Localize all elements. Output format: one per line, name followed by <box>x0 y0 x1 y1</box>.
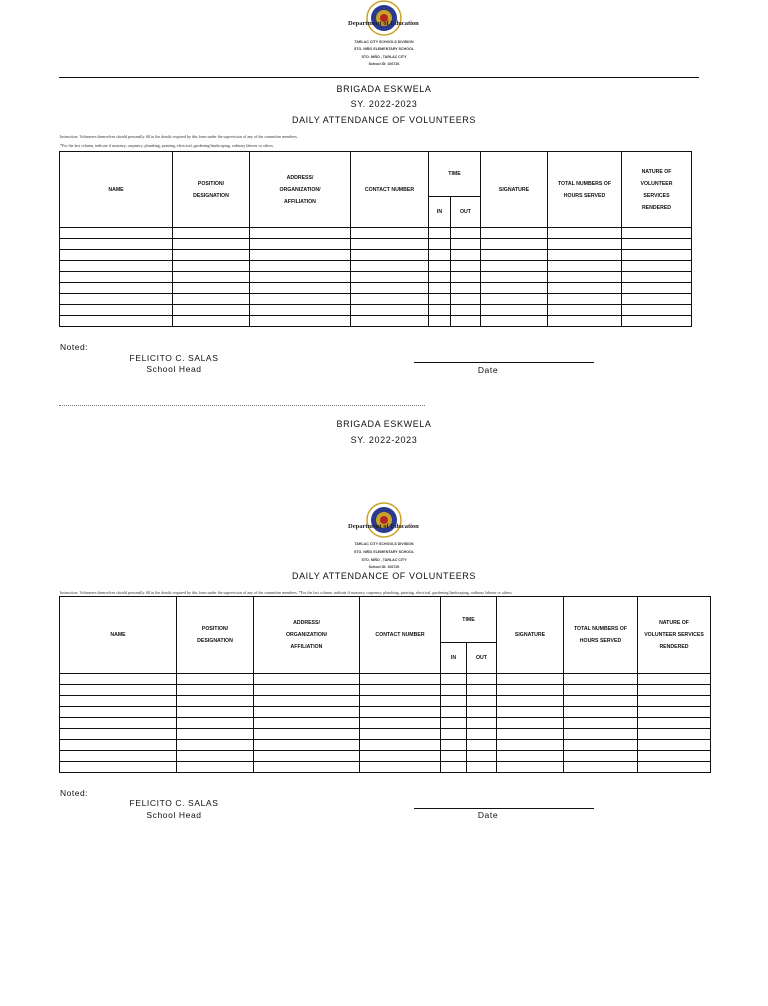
table-cell[interactable] <box>173 228 250 239</box>
table-cell[interactable] <box>351 261 429 272</box>
table-cell[interactable] <box>173 239 250 250</box>
table-cell[interactable] <box>351 228 429 239</box>
table-cell[interactable] <box>467 740 497 751</box>
table-cell[interactable] <box>173 250 250 261</box>
table-cell[interactable] <box>60 283 173 294</box>
table-cell[interactable] <box>451 261 481 272</box>
table-cell[interactable] <box>564 740 638 751</box>
table-row <box>60 228 692 239</box>
table-cell[interactable] <box>548 316 622 327</box>
table-cell[interactable] <box>254 762 360 773</box>
date-signature-line <box>414 808 594 809</box>
table-cell[interactable] <box>548 283 622 294</box>
table-cell[interactable] <box>60 674 177 685</box>
table-cell[interactable] <box>254 729 360 740</box>
table-cell[interactable] <box>429 250 451 261</box>
table-cell[interactable] <box>429 283 451 294</box>
table-cell[interactable] <box>250 228 351 239</box>
col-header-hours: TOTAL NUMBERS OF HOURS SERVED <box>548 152 622 228</box>
table-cell[interactable] <box>481 316 548 327</box>
table-cell[interactable] <box>177 707 254 718</box>
table-cell[interactable] <box>429 261 451 272</box>
table-cell[interactable] <box>177 740 254 751</box>
table-cell[interactable] <box>60 239 173 250</box>
table-cell[interactable] <box>254 696 360 707</box>
table-cell[interactable] <box>60 272 173 283</box>
division-line: TARLAC CITY SCHOOLS DIVISION <box>354 40 414 44</box>
table-cell[interactable] <box>622 250 692 261</box>
program-title: BRIGADA ESKWELA <box>336 419 432 429</box>
table-cell[interactable] <box>173 283 250 294</box>
table-cell[interactable] <box>564 685 638 696</box>
table-cell[interactable] <box>564 696 638 707</box>
table-cell[interactable] <box>429 228 451 239</box>
table-cell[interactable] <box>638 751 711 762</box>
table-cell[interactable] <box>548 239 622 250</box>
table-cell[interactable] <box>250 316 351 327</box>
col-header-position: POSITION/ DESIGNATION <box>173 152 250 228</box>
table-row <box>60 250 692 261</box>
table-cell[interactable] <box>481 294 548 305</box>
table-cell[interactable] <box>360 674 441 685</box>
table-cell[interactable] <box>497 685 564 696</box>
table-row <box>60 740 711 751</box>
deped-seal-icon <box>366 502 402 538</box>
table-cell[interactable] <box>467 751 497 762</box>
table-cell[interactable] <box>467 718 497 729</box>
table-cell[interactable] <box>451 250 481 261</box>
table-cell[interactable] <box>622 228 692 239</box>
table-cell[interactable] <box>441 729 467 740</box>
division-line: TARLAC CITY SCHOOLS DIVISION <box>354 542 414 546</box>
table-row <box>60 261 692 272</box>
noted-label: Noted: <box>60 342 89 352</box>
school-id-line: School ID: 106726 <box>368 565 400 569</box>
table-cell[interactable] <box>177 718 254 729</box>
table-cell[interactable] <box>622 283 692 294</box>
table-cell[interactable] <box>60 718 177 729</box>
table-cell[interactable] <box>360 696 441 707</box>
table-cell[interactable] <box>177 685 254 696</box>
table-cell[interactable] <box>429 316 451 327</box>
table-cell[interactable] <box>441 685 467 696</box>
table-cell[interactable] <box>360 707 441 718</box>
table-cell[interactable] <box>467 707 497 718</box>
table-cell[interactable] <box>351 272 429 283</box>
table-cell[interactable] <box>60 305 173 316</box>
deped-seal-icon <box>366 0 402 36</box>
table-row <box>60 685 711 696</box>
table-cell[interactable] <box>360 740 441 751</box>
table-cell[interactable] <box>564 718 638 729</box>
department-name: Department of Education <box>348 523 419 530</box>
col-header-contact: CONTACT NUMBER <box>351 152 429 228</box>
table-cell[interactable] <box>622 316 692 327</box>
table-cell[interactable] <box>360 685 441 696</box>
col-header-out: OUT <box>467 643 497 674</box>
table-cell[interactable] <box>481 261 548 272</box>
table-cell[interactable] <box>481 272 548 283</box>
table-cell[interactable] <box>638 740 711 751</box>
address-line: STO. NIÑO , TARLAC CITY <box>361 558 407 562</box>
table-cell[interactable] <box>467 762 497 773</box>
table-cell[interactable] <box>564 707 638 718</box>
attendance-table <box>59 151 692 327</box>
table-cell[interactable] <box>360 762 441 773</box>
table-cell[interactable] <box>254 751 360 762</box>
table-cell[interactable] <box>497 740 564 751</box>
table-cell[interactable] <box>173 261 250 272</box>
table-cell[interactable] <box>481 239 548 250</box>
table-cell[interactable] <box>638 685 711 696</box>
table-row <box>60 718 711 729</box>
table-cell[interactable] <box>441 718 467 729</box>
table-cell[interactable] <box>250 261 351 272</box>
table-cell[interactable] <box>467 729 497 740</box>
table-cell[interactable] <box>481 228 548 239</box>
instruction-text: Instruction: Volunteers themselves should personally fill in the details required by this form under the supervision of any of the committee members. <box>60 134 298 139</box>
table-cell[interactable] <box>177 696 254 707</box>
col-header-time: TIME <box>441 597 497 643</box>
table-cell[interactable] <box>638 762 711 773</box>
table-cell[interactable] <box>250 283 351 294</box>
table-cell[interactable] <box>564 762 638 773</box>
table-cell[interactable] <box>497 718 564 729</box>
table-cell[interactable] <box>622 272 692 283</box>
table-cell[interactable] <box>441 740 467 751</box>
table-cell[interactable] <box>638 718 711 729</box>
table-cell[interactable] <box>250 272 351 283</box>
table-cell[interactable] <box>451 316 481 327</box>
table-cell[interactable] <box>351 294 429 305</box>
col-header-name: NAME <box>60 597 177 674</box>
table-cell[interactable] <box>548 228 622 239</box>
noted-label: Noted: <box>60 788 89 798</box>
table-cell[interactable] <box>254 707 360 718</box>
table-row <box>60 239 692 250</box>
form-title: DAILY ATTENDANCE OF VOLUNTEERS <box>291 571 477 581</box>
table-cell[interactable] <box>467 685 497 696</box>
school-head-title: School Head <box>146 810 202 820</box>
table-cell[interactable] <box>177 762 254 773</box>
table-row <box>60 305 692 316</box>
col-header-in: IN <box>441 643 467 674</box>
table-row <box>60 316 692 327</box>
table-cell[interactable] <box>254 674 360 685</box>
table-cell[interactable] <box>548 250 622 261</box>
table-cell[interactable] <box>60 740 177 751</box>
school-head-name: FELICITO C. SALAS <box>129 798 219 808</box>
table-cell[interactable] <box>548 261 622 272</box>
table-cell[interactable] <box>622 305 692 316</box>
col-header-name: NAME <box>60 152 173 228</box>
col-header-signature: SIGNATURE <box>481 152 548 228</box>
program-title: BRIGADA ESKWELA <box>336 84 432 94</box>
table-cell[interactable] <box>60 696 177 707</box>
table-cell[interactable] <box>254 718 360 729</box>
table-cell[interactable] <box>351 283 429 294</box>
col-header-in: IN <box>429 197 451 228</box>
table-cell[interactable] <box>60 762 177 773</box>
table-cell[interactable] <box>441 674 467 685</box>
col-header-address: ADDRESS/ ORGANIZATION/ AFFILIATION <box>254 597 360 674</box>
table-cell[interactable] <box>429 272 451 283</box>
department-name: Department of Education <box>348 20 419 27</box>
table-cell[interactable] <box>173 305 250 316</box>
table-cell[interactable] <box>60 294 173 305</box>
table-cell[interactable] <box>60 729 177 740</box>
col-header-address: ADDRESS/ ORGANIZATION/ AFFILIATION <box>250 152 351 228</box>
date-label: Date <box>477 810 499 820</box>
address-line: STO. NIÑO , TARLAC CITY <box>361 55 407 59</box>
table-cell[interactable] <box>441 751 467 762</box>
table-cell[interactable] <box>429 305 451 316</box>
table-cell[interactable] <box>622 261 692 272</box>
table-cell[interactable] <box>60 707 177 718</box>
table-cell[interactable] <box>60 751 177 762</box>
school-line: STO. NIÑO ELEMENTARY SCHOOL <box>354 550 414 554</box>
col-header-time: TIME <box>429 152 481 197</box>
table-cell[interactable] <box>254 685 360 696</box>
table-cell[interactable] <box>638 696 711 707</box>
table-row <box>60 751 711 762</box>
table-cell[interactable] <box>429 294 451 305</box>
table-cell[interactable] <box>351 316 429 327</box>
table-cell[interactable] <box>564 751 638 762</box>
table-cell[interactable] <box>173 316 250 327</box>
table-cell[interactable] <box>441 762 467 773</box>
table-cell[interactable] <box>548 305 622 316</box>
table-cell[interactable] <box>60 228 173 239</box>
instruction-text: Instruction: Volunteers themselves should personally fill in the details required by this form under the supervision of any of the committee members. *For the last column, indicate if masonry, carpentry, plumbing, painting, electrical, gardening/landscaping, ordinary laborer or others. <box>60 590 513 595</box>
table-row <box>60 674 711 685</box>
table-cell[interactable] <box>638 674 711 685</box>
cut-line <box>59 405 425 406</box>
form-title: DAILY ATTENDANCE OF VOLUNTEERS <box>291 115 477 125</box>
header-divider <box>59 77 699 78</box>
table-cell[interactable] <box>481 305 548 316</box>
table-row <box>60 729 711 740</box>
school-year: SY. 2022-2023 <box>350 99 418 109</box>
table-cell[interactable] <box>173 272 250 283</box>
table-cell[interactable] <box>451 228 481 239</box>
table-cell[interactable] <box>564 674 638 685</box>
table-cell[interactable] <box>250 239 351 250</box>
table-cell[interactable] <box>451 239 481 250</box>
table-cell[interactable] <box>451 283 481 294</box>
table-cell[interactable] <box>250 294 351 305</box>
school-year: SY. 2022-2023 <box>350 435 418 445</box>
col-header-hours: TOTAL NUMBERS OF HOURS SERVED <box>564 597 638 674</box>
table-cell[interactable] <box>548 272 622 283</box>
table-cell[interactable] <box>451 305 481 316</box>
table-cell[interactable] <box>481 250 548 261</box>
table-cell[interactable] <box>250 250 351 261</box>
table-cell[interactable] <box>173 294 250 305</box>
table-cell[interactable] <box>60 250 173 261</box>
table-cell[interactable] <box>638 707 711 718</box>
table-cell[interactable] <box>177 674 254 685</box>
table-cell[interactable] <box>467 674 497 685</box>
table-cell[interactable] <box>497 707 564 718</box>
col-header-signature: SIGNATURE <box>497 597 564 674</box>
col-header-nature: NATURE OF VOLUNTEER SERVICES RENDERED <box>622 152 692 228</box>
col-header-contact: CONTACT NUMBER <box>360 597 441 674</box>
table-cell[interactable] <box>497 674 564 685</box>
instruction-note: *For the last column, indicate if masonry, carpentry, plumbing, painting, electrical, gardening/landscaping, ordinary laborer or others. <box>60 143 274 148</box>
table-cell[interactable] <box>351 239 429 250</box>
table-cell[interactable] <box>451 294 481 305</box>
table-cell[interactable] <box>360 751 441 762</box>
table-row <box>60 272 692 283</box>
col-header-position: POSITION/ DESIGNATION <box>177 597 254 674</box>
table-cell[interactable] <box>177 751 254 762</box>
table-row <box>60 696 711 707</box>
table-cell[interactable] <box>451 272 481 283</box>
school-head-title: School Head <box>146 364 202 374</box>
school-head-name: FELICITO C. SALAS <box>129 353 219 363</box>
table-cell[interactable] <box>564 729 638 740</box>
table-cell[interactable] <box>497 751 564 762</box>
table-cell[interactable] <box>250 305 351 316</box>
table-cell[interactable] <box>441 696 467 707</box>
col-header-nature: NATURE OF VOLUNTEER SERVICES RENDERED <box>638 597 711 674</box>
table-cell[interactable] <box>638 729 711 740</box>
table-cell[interactable] <box>360 729 441 740</box>
table-cell[interactable] <box>622 239 692 250</box>
date-label: Date <box>477 365 499 375</box>
school-id-line: School ID: 106726 <box>368 62 400 66</box>
table-cell[interactable] <box>177 729 254 740</box>
table-cell[interactable] <box>351 305 429 316</box>
col-header-out: OUT <box>451 197 481 228</box>
table-cell[interactable] <box>351 250 429 261</box>
table-cell[interactable] <box>60 685 177 696</box>
date-signature-line <box>414 362 594 363</box>
table-cell[interactable] <box>254 740 360 751</box>
table-cell[interactable] <box>497 696 564 707</box>
table-cell[interactable] <box>360 718 441 729</box>
table-cell[interactable] <box>481 283 548 294</box>
table-cell[interactable] <box>60 261 173 272</box>
table-cell[interactable] <box>441 707 467 718</box>
table-row <box>60 762 711 773</box>
table-row <box>60 283 692 294</box>
school-line: STO. NIÑO ELEMENTARY SCHOOL <box>354 47 414 51</box>
table-row <box>60 707 711 718</box>
table-cell[interactable] <box>60 316 173 327</box>
attendance-table <box>59 596 711 773</box>
table-cell[interactable] <box>429 239 451 250</box>
table-cell[interactable] <box>497 762 564 773</box>
table-cell[interactable] <box>467 696 497 707</box>
table-cell[interactable] <box>622 294 692 305</box>
table-cell[interactable] <box>497 729 564 740</box>
table-row <box>60 294 692 305</box>
table-cell[interactable] <box>548 294 622 305</box>
